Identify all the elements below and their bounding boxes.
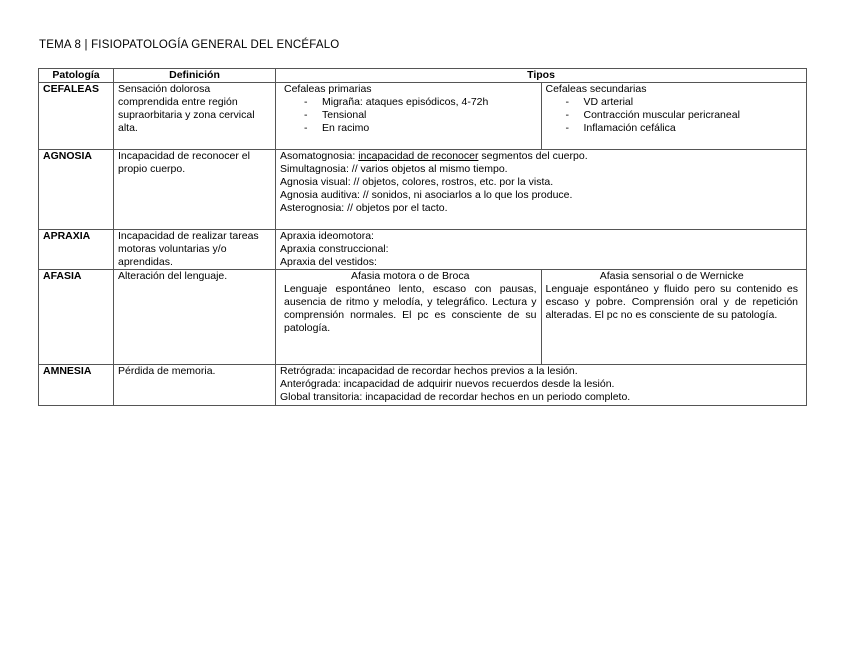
pathology-name: AFASIA xyxy=(39,270,114,365)
afasia-broca xyxy=(280,270,541,364)
subtype-title: Cefaleas secundarias xyxy=(545,83,647,95)
pathology-name: CEFALEAS xyxy=(39,83,114,150)
table-row-agnosia xyxy=(39,150,807,230)
subtype-title: Afasia motora o de Broca xyxy=(351,270,470,282)
list-item: - Inflamación cefálica xyxy=(546,122,799,135)
subtype-title: Cefaleas primarias xyxy=(284,83,372,95)
list-item: - En racimo xyxy=(284,122,537,135)
types-cell xyxy=(276,150,807,230)
list-item: - VD arterial xyxy=(546,96,799,109)
types-cell xyxy=(276,230,807,270)
list-item: - Migraña: ataques episódicos, 4-72h xyxy=(284,96,537,109)
list-item: - Tensional xyxy=(284,109,537,122)
column-header-patologia: Patología xyxy=(39,69,114,83)
types-cell xyxy=(276,83,807,150)
definition-cell: Sensación dolorosa comprendida entre región supraorbitaria y zona cervical alta. xyxy=(114,83,276,150)
table-row-apraxia xyxy=(39,230,807,270)
type-line: Asterognosia: // objetos por el tacto. xyxy=(280,202,448,214)
page-title: TEMA 8 | FISIOPATOLOGÍA GENERAL DEL ENCÉFALO xyxy=(39,39,340,51)
type-line: Retrógrada: incapacidad de recordar hechos previos a la lesión. xyxy=(280,365,578,377)
subtype-title: Afasia sensorial o de Wernicke xyxy=(599,270,744,282)
table-row-afasia xyxy=(39,270,807,365)
type-line: Anterógrada: incapacidad de adquirir nuevos recuerdos desde la lesión. xyxy=(280,378,615,390)
pathology-name: AMNESIA xyxy=(39,365,114,406)
type-line: Simultagnosia: // varios objetos al mismo tiempo. xyxy=(280,163,508,175)
subtype-text: Lenguaje espontáneo lento, escaso con pausas, ausencia de ritmo y melodía, y telegráfico. Lectura y comprensión normales. El pc es consciente de su patología. xyxy=(284,283,537,334)
definition-cell: Alteración del lenguaje. xyxy=(114,270,276,365)
types-cell xyxy=(276,270,807,365)
cefaleas-primarias xyxy=(280,83,541,149)
table-row-cefaleas xyxy=(39,83,807,150)
type-line: Apraxia construccional: xyxy=(280,243,389,255)
afasia-wernicke xyxy=(541,270,803,364)
list-item: - Contracción muscular pericraneal xyxy=(546,109,799,122)
definition-cell: Pérdida de memoria. xyxy=(114,365,276,406)
pathology-table xyxy=(38,68,807,406)
column-header-definicion: Definición xyxy=(114,69,276,83)
definition-cell: Incapacidad de realizar tareas motoras voluntarias y/o aprendidas. xyxy=(114,230,276,270)
type-line: Asomatognosia: incapacidad de reconocer segmentos del cuerpo. xyxy=(280,150,588,162)
column-header-tipos: Tipos xyxy=(276,69,807,83)
table-row-amnesia xyxy=(39,365,807,406)
type-line: Apraxia del vestidos: xyxy=(280,256,377,268)
table-header-row xyxy=(39,69,807,83)
type-line: Agnosia visual: // objetos, colores, rostros, etc. por la vista. xyxy=(280,176,554,188)
type-line: Apraxia ideomotora: xyxy=(280,230,374,242)
pathology-name: APRAXIA xyxy=(39,230,114,270)
type-line: Agnosia auditiva: // sonidos, ni asociarlos a lo que los produce. xyxy=(280,189,573,201)
subtype-text: Lenguaje espontáneo y fluido pero su contenido es escaso y pobre. Comprensión oral y de repetición alteradas. El pc no es consciente de su patología. xyxy=(545,283,798,321)
pathology-name: AGNOSIA xyxy=(39,150,114,230)
types-cell xyxy=(276,365,807,406)
cefaleas-secundarias xyxy=(541,83,803,149)
type-line: Global transitoria: incapacidad de recordar hechos en un periodo completo. xyxy=(280,391,631,403)
underlined-text: incapacidad de reconocer xyxy=(358,150,479,162)
definition-cell: Incapacidad de reconocer el propio cuerpo. xyxy=(114,150,276,230)
